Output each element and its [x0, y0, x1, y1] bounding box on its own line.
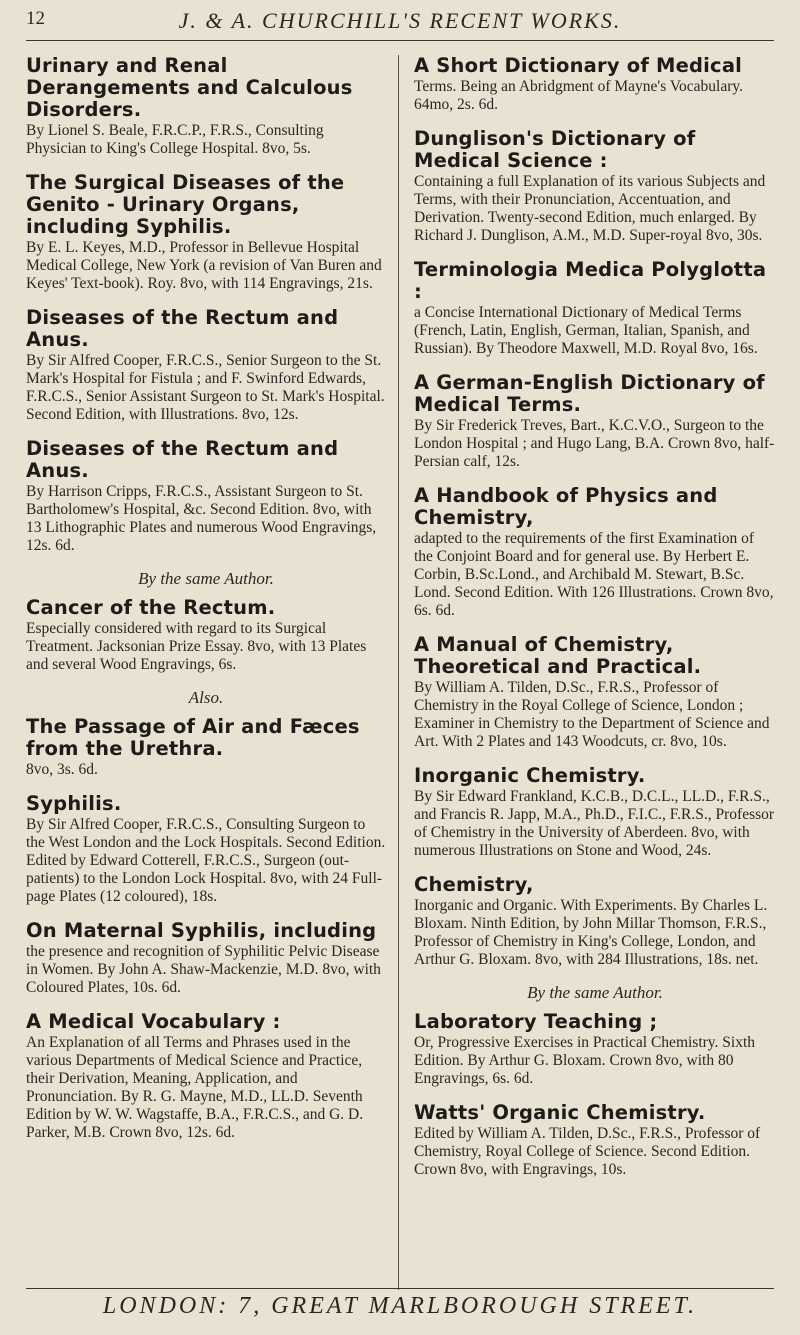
author-note: By the same Author.	[527, 983, 663, 1002]
page-header	[26, 8, 774, 48]
book-description: By Sir Alfred Cooper, F.R.C.S., Senior Surgeon to the St. Mark's Hospital for Fistula ; and F. Swinford Edwards, F.R.C.S., Senior Assistant Surgeon to St. Mark's Hospital. Second Edition, with Illustrations. 8vo, 12s.	[26, 352, 385, 423]
book-entry	[414, 765, 776, 860]
book-title: Dunglison's Dictionary of Medical Science :	[414, 127, 696, 172]
page-footer: LONDON: 7, GREAT MARLBOROUGH STREET.	[26, 1288, 774, 1320]
book-title: A Short Dictionary of Medical	[414, 54, 743, 77]
book-description: adapted to the requirements of the first Examination of the Conjoint Board and for general use. By Herbert E. Corbin, B.Sc.Lond., and Archibald M. Stewart, B.Sc. Lond. Second Edition. With 126 Illustrations. Crown 8vo, 6s. 6d.	[414, 530, 774, 619]
header-rule	[26, 40, 774, 41]
book-title: The Surgical Diseases of the Genito - Urinary Organs, including Syphilis.	[26, 171, 345, 238]
book-entry	[414, 259, 776, 358]
book-description: By William A. Tilden, D.Sc., F.R.S., Professor of Chemistry in the Royal College of Science, London ; Examiner in Chemistry to the Department of Science and Art. With 2 Plates and 143 Woodcuts, cr. 8vo, 10s.	[414, 679, 770, 750]
book-description: Terms. Being an Abridgment of Mayne's Vocabulary. 64mo, 2s. 6d.	[414, 78, 744, 113]
book-title: Chemistry,	[414, 873, 534, 896]
book-title: Diseases of the Rectum and Anus.	[26, 437, 339, 482]
right-column	[414, 55, 776, 1193]
book-title: The Passage of Air and Fæces from the Urethra.	[26, 715, 360, 760]
book-entry	[414, 372, 776, 471]
book-description: Or, Progressive Exercises in Practical Chemistry. Sixth Edition. By Arthur G. Bloxam. Crown 8vo, with 80 Engravings, 6s. 6d.	[414, 1034, 756, 1087]
author-note: By the same Author.	[138, 569, 274, 588]
book-entry	[26, 597, 386, 674]
book-description: By Sir Alfred Cooper, F.R.C.S., Consulting Surgeon to the West London and the Lock Hospitals. Second Edition. Edited by Edward Cotterell, F.R.C.S., Surgeon (out-patients) to the London Lock Hospital. 8vo, with 24 Full-page Plates (12 coloured), 18s.	[26, 816, 386, 905]
book-entry	[26, 793, 386, 906]
book-entry	[414, 128, 776, 245]
book-description: Containing a full Explanation of its various Subjects and Terms, with their Pronunciation, Accentuation, and Derivation. Twenty-second Edition, much enlarged. By Richard J. Dunglison, A.M., M.D. Super-royal 8vo, 30s.	[414, 173, 766, 244]
book-title: A Handbook of Physics and Chemistry,	[414, 484, 718, 529]
running-head: J. & A. CHURCHILL'S RECENT WORKS.	[178, 8, 622, 33]
book-entry	[414, 485, 776, 620]
book-title: Terminologia Medica Polyglotta :	[414, 258, 767, 303]
book-title: A Medical Vocabulary :	[26, 1010, 281, 1033]
book-description: Especially considered with regard to its Surgical Treatment. Jacksonian Prize Essay. 8vo, with 13 Plates and several Wood Engravings, 6s.	[26, 620, 367, 673]
column-divider	[398, 55, 399, 1290]
book-entry	[414, 55, 776, 114]
book-entry	[414, 634, 776, 751]
book-entry	[26, 1011, 386, 1142]
book-entry	[26, 172, 386, 293]
book-title: Urinary and Renal Derangements and Calculous Disorders.	[26, 54, 353, 121]
book-description: By E. L. Keyes, M.D., Professor in Bellevue Hospital Medical College, New York (a revision of Van Buren and Keyes' Text-book). Roy. 8vo, with 114 Engravings, 21s.	[26, 239, 382, 292]
left-column	[26, 55, 386, 1156]
book-title: A Manual of Chemistry, Theoretical and Practical.	[414, 633, 702, 678]
book-description: By Harrison Cripps, F.R.C.S., Assistant Surgeon to St. Bartholomew's Hospital, &c. Second Edition. 8vo, with 13 Lithographic Plates and numerous Wood Engravings, 12s. 6d.	[26, 483, 377, 554]
book-entry	[26, 716, 386, 779]
book-entry	[414, 1102, 776, 1179]
book-description: Inorganic and Organic. With Experiments. By Charles L. Bloxam. Ninth Edition, by John Millar Thomson, F.R.S., Professor of Chemistry in King's College, London, and Arthur G. Bloxam. 8vo, with 284 Illustrations, 18s. net.	[414, 897, 768, 968]
book-title: A German-English Dictionary of Medical Terms.	[414, 371, 765, 416]
book-title: Diseases of the Rectum and Anus.	[26, 306, 339, 351]
book-description: By Sir Frederick Treves, Bart., K.C.V.O., Surgeon to the London Hospital ; and Hugo Lang, B.A. Crown 8vo, half-Persian calf, 12s.	[414, 417, 775, 470]
book-title: Watts' Organic Chemistry.	[414, 1101, 706, 1124]
book-title: Inorganic Chemistry.	[414, 764, 646, 787]
book-entry	[26, 307, 386, 424]
author-note: Also.	[188, 688, 224, 707]
book-description: a Concise International Dictionary of Medical Terms (French, Latin, English, German, Italian, Spanish, and Russian). By Theodore Maxwell, M.D. Royal 8vo, 16s.	[414, 304, 758, 357]
book-entry	[26, 55, 386, 158]
book-entry	[414, 874, 776, 969]
book-description: By Sir Edward Frankland, K.C.B., D.C.L., LL.D., F.R.S., and Francis R. Japp, M.A., Ph.D., F.I.C., F.R.S., Professor of Chemistry in the University of Aberdeen. 8vo, with numerous Illustrations on Stone and Wood, 24s.	[414, 788, 775, 859]
book-description: Edited by William A. Tilden, D.Sc., F.R.S., Professor of Chemistry, Royal College of Science. Second Edition. Crown 8vo, with Engravings, 10s.	[414, 1125, 761, 1178]
book-entry	[414, 1011, 776, 1088]
book-entry	[26, 438, 386, 555]
book-title: Laboratory Teaching ;	[414, 1010, 658, 1033]
book-description: 8vo, 3s. 6d.	[26, 761, 98, 778]
book-title: Syphilis.	[26, 792, 122, 815]
book-title: Cancer of the Rectum.	[26, 596, 276, 619]
book-title: On Maternal Syphilis, including	[26, 919, 377, 942]
book-entry	[26, 920, 386, 997]
page-number: 12	[26, 8, 45, 29]
columns	[26, 55, 774, 1280]
book-description: By Lionel S. Beale, F.R.C.P., F.R.S., Consulting Physician to King's College Hospital. 8vo, 5s.	[26, 122, 324, 157]
book-description: the presence and recognition of Syphilitic Pelvic Disease in Women. By John A. Shaw-Mackenzie, M.D. 8vo, with Coloured Plates, 10s. 6d.	[26, 943, 381, 996]
book-description: An Explanation of all Terms and Phrases used in the various Departments of Medical Science and Practice, their Derivation, Meaning, Application, and Pronunciation. By R. G. Mayne, M.D., LL.D. Seventh Edition by W. W. Wagstaffe, B.A., F.R.C.S., and G. D. Parker, M.B. Crown 8vo, 12s. 6d.	[26, 1034, 364, 1141]
